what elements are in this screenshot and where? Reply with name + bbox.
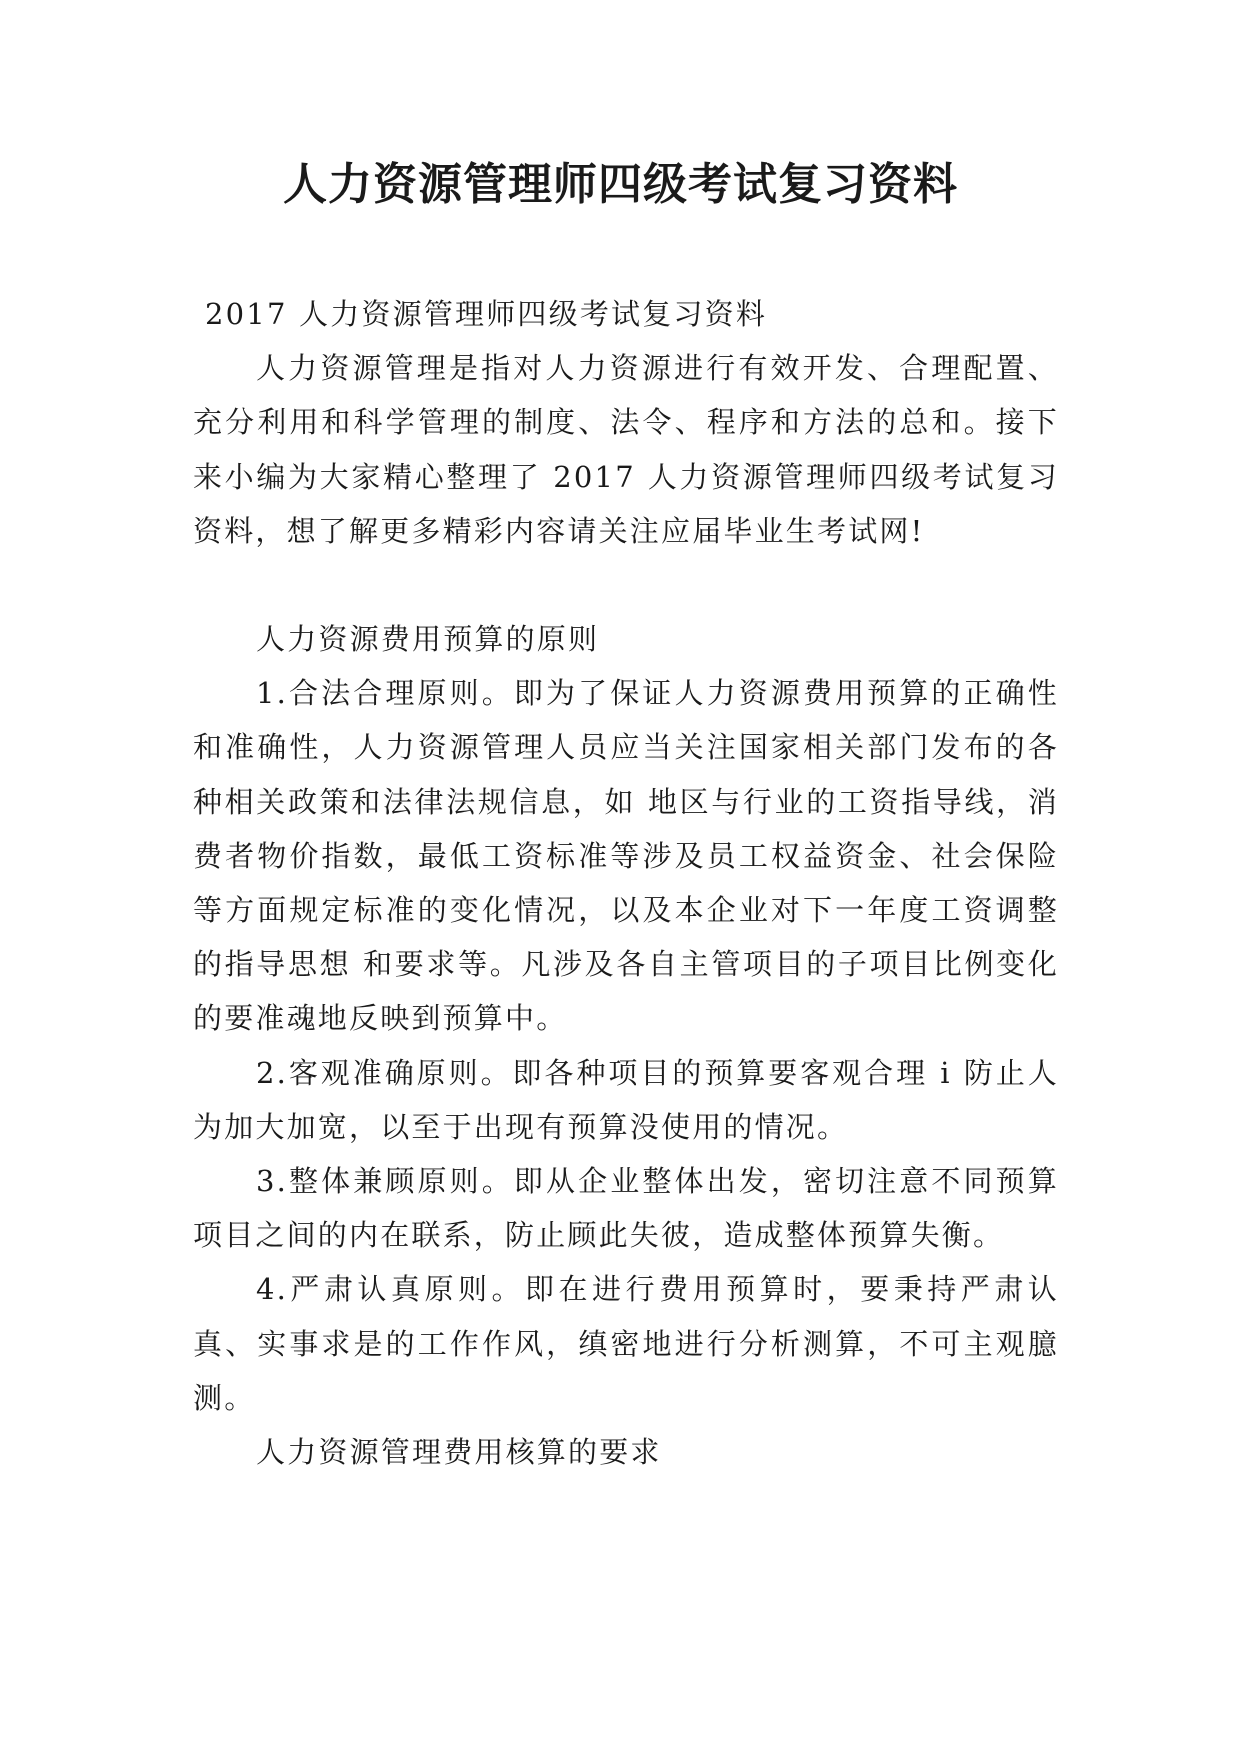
principle-paragraph: 2.客观准确原则。即各种项目的预算要客观合理 i 防止人为加大加宽，以至于出现有预算没使用的情况。 bbox=[193, 1055, 1059, 1144]
paragraph-spacer bbox=[193, 558, 1059, 612]
document-body bbox=[193, 287, 1059, 1479]
principle-paragraph: 3.整体兼顾原则。即从企业整体出发，密切注意不同预算项目之间的内在联系，防止顾此失彼，造成整体预算失衡。 bbox=[193, 1164, 1059, 1253]
section-heading-budget-principles: 人力资源费用预算的原则 bbox=[256, 622, 600, 657]
document-title: 人力资源管理师四级考试复习资料 bbox=[283, 159, 958, 210]
principle-paragraph: 4.严肃认真原则。即在进行费用预算时，要秉持严肃认真、实事求是的工作作风，缜密地进行分析测算，不可主观臆测。 bbox=[193, 1272, 1059, 1415]
document-subtitle: 2017 人力资源管理师四级考试复习资料 bbox=[205, 297, 768, 331]
section-heading-cost-accounting: 人力资源管理费用核算的要求 bbox=[256, 1435, 662, 1470]
intro-paragraph: 人力资源管理是指对人力资源进行有效开发、合理配置、充分利用和科学管理的制度、法令、程序和方法的总和。接下来小编为大家精心整理了 2017 人力资源管理师四级考试复习资料，想了解更多精彩内容请关注应届毕业生考试网! bbox=[193, 351, 1059, 548]
principle-paragraph: 1.合法合理原则。即为了保证人力资源费用预算的正确性和准确性，人力资源管理人员应当关注国家相关部门发布的各种相关政策和法律法规信息，如 地区与行业的工资指导线，消费者物价指数，最低工资标准等涉及员工权益资金、社会保险等方面规定标准的变化情况，以及本企业对下一年度工资调整的指导思想 和要求等。凡涉及各自主管项目的子项目比例变化的要准魂地反映到预算中。 bbox=[193, 676, 1059, 1036]
